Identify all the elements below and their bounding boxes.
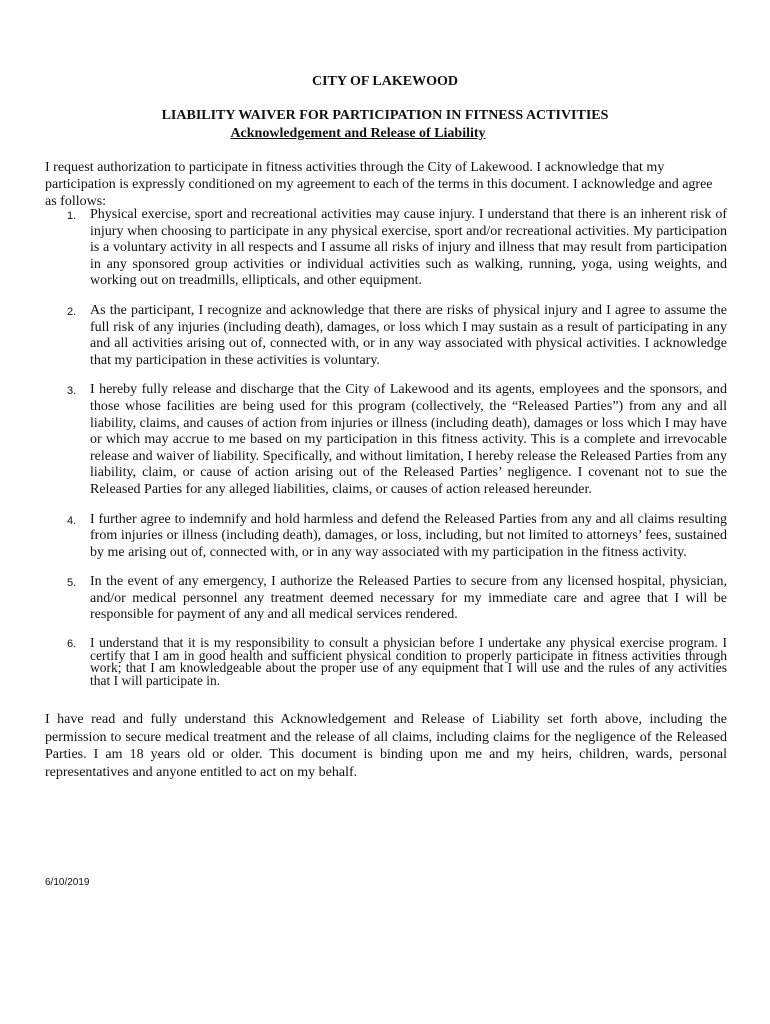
document-title: LIABILITY WAIVER FOR PARTICIPATION IN FITNESS ACTIVITIES [161,108,609,123]
term-text: I understand that it is my responsibility to consult a physician before I undertake any physical exercise program. I certify that I am in good health and sufficient physical condition to properly participate in fitness activities through work; that I am knowledgeable about the proper use of any equipment that I will use and the rules of any activities that I will participate in. [90,635,727,688]
term-item [45,574,727,624]
term-item [45,382,727,498]
intro-paragraph: I request authorization to participate in fitness activities through the City of Lakewood. I acknowledge that my participation is expressly conditioned on my agreement to each of the terms in this document. I acknowledge and agree as follows: [45,160,713,209]
document-subtitle: Acknowledgement and Release of Liability [230,126,486,141]
term-item [45,637,727,687]
term-number: 6. [67,638,77,651]
term-text: As the participant, I recognize and acknowledge that there are risks of physical injury and I agree to assume the full risk of any injuries (including death), damages, or loss which I may sustain as a result of participating in any and all activities arising out of, connected with, or in any way associated with physical activities. I acknowledge that my participation in these activities is voluntary. [90,302,727,368]
terms-list [45,207,727,700]
term-item [45,207,727,290]
term-text: I further agree to indemnify and hold harmless and defend the Released Parties from any and all claims resulting from injuries or illness (including death), damages, or loss, including, but not limited to attorneys’ fees, sustained by me arising out of, connected with, or in any way associated with my participation in the fitness activity. [90,511,727,560]
term-number: 1. [67,210,77,222]
term-number: 3. [67,385,77,398]
term-text: Physical exercise, sport and recreational activities may cause injury. I understand that there is an inherent risk of injury when choosing to participate in any physical exercise, sport and/or recreational activities. My participation is a voluntary activity in all respects and I assume all risks of injury and illness that may result from participation in any sponsored group activities or individual activities such as walking, running, yoga, using weights, and working out on treadmills, ellipticals, and other equipment. [90,207,727,289]
term-number: 5. [67,577,77,590]
footer-date: 6/10/2019 [45,877,90,888]
term-number: 4. [67,514,77,527]
term-number: 2. [67,305,77,318]
term-text: I hereby fully release and discharge that the City of Lakewood and its agents, employees and the sponsors, and those whose facilities are being used for this program (collectively, the “Released Parties”) from any and all liability, claims, and causes of action from injuries or illness (including death), damages or loss which I may have or which may accrue to me based on my participation in this fitness activity. This is a complete and irrevocable release and waiver of liability. Specifically, and without limitation, I hereby release the Released Parties from any liability, claim, or cause of action arising out of the Released Parties’ negligence. I covenant not to sue the Released Parties for any alleged liabilities, claims, or causes of action released hereunder. [90,382,727,497]
term-item [45,512,727,562]
term-text: In the event of any emergency, I authorize the Released Parties to secure from any licensed hospital, physician, and/or medical personnel any treatment deemed necessary for my immediate care and agree that I will be responsible for payment of any and all medical services rendered. [90,574,727,623]
term-item [45,303,727,369]
org-title: CITY OF LAKEWOOD [312,74,458,89]
closing-paragraph: I have read and fully understand this Acknowledgement and Release of Liability set forth above, including the permission to secure medical treatment and the release of all claims, including claims for the negligence of the Released Parties. I am 18 years old or older. This document is binding upon me and my heirs, children, wards, personal representatives and anyone entitled to act on my behalf. [45,712,727,780]
